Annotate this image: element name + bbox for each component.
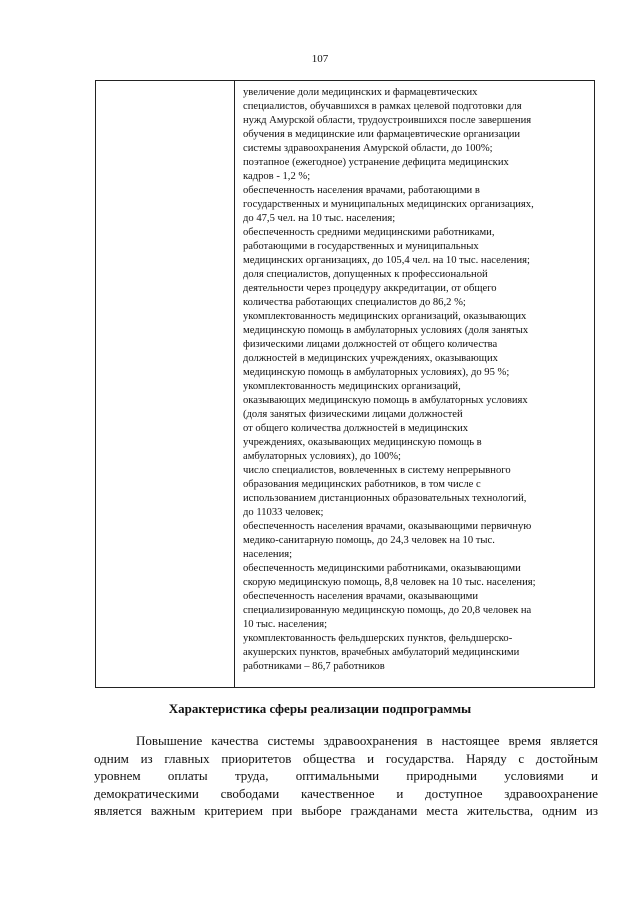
table-text-line: государственных и муниципальных медицинских организациях, — [243, 199, 534, 210]
table-text-line: поэтапное (ежегодное) устранение дефицита медицинских — [243, 157, 509, 168]
table-text-line: обучения в медицинские или фармацевтические организации — [243, 129, 521, 140]
table-text-line: до 11033 человек; — [243, 507, 324, 518]
paragraph-line: уровнем оплаты труда, оптимальными природными условиями и — [94, 768, 598, 784]
table-text-line: образования медицинских работников, в том числе с — [243, 479, 481, 490]
table-text-line: работающими в государственных и муниципальных — [243, 241, 479, 252]
table-text-line: укомплектованность медицинских организаций, — [243, 381, 461, 392]
table-text-line: использованием дистанционных образовательных технологий, — [243, 493, 527, 504]
table-text-line: до 47,5 чел. на 10 тыс. населения; — [243, 213, 396, 224]
table-text-line: число специалистов, вовлеченных в систему непрерывного — [243, 465, 511, 476]
table-text-line: медицинскую помощь в амбулаторных условиях), до 95 %; — [243, 367, 510, 378]
table-text-line: скорую медицинскую помощь, 8,8 человек на 10 тыс. населения; — [243, 577, 536, 588]
table-text-line: укомплектованность фельдшерских пунктов, фельдшерско- — [243, 633, 513, 644]
paragraph-line: является важным критерием при выборе гражданами места жительства, одним из — [94, 803, 598, 819]
table-left-cell — [96, 81, 234, 687]
table-text-line: обеспеченность медицинскими работниками, оказывающими — [243, 563, 521, 574]
table-text-line: специалистов, обучавшихся в рамках целевой подготовки для — [243, 101, 522, 112]
table-text-line: специализированную медицинскую помощь, до 20,8 человек на — [243, 605, 532, 616]
table-text-line: нужд Амурской области, трудоустроившихся после завершения — [243, 115, 532, 126]
table-text-line: деятельности через процедуру аккредитации, от общего — [243, 283, 497, 294]
table-text-line: учреждениях, оказывающих медицинскую помощь в — [243, 437, 482, 448]
table-text-line: обеспеченность населения врачами, работающими в — [243, 185, 480, 196]
section-heading: Характеристика сферы реализации подпрограммы — [168, 701, 472, 716]
page-number: 107 — [311, 53, 329, 65]
table-text-line: (доля занятых физическими лицами должностей — [243, 409, 463, 420]
table-text-line: должностей в медицинских учреждениях, оказывающих — [243, 353, 498, 364]
paragraph-line: Повышение качества системы здравоохранения в настоящее время является — [136, 733, 598, 748]
table-text-line: укомплектованность медицинских организаций, оказывающих — [243, 311, 527, 322]
table-text-line: обеспеченность средними медицинскими работниками, — [243, 227, 495, 238]
table-text-line: от общего количества должностей в медицинских — [243, 423, 469, 434]
table-text-line: амбулаторных условиях), до 100%; — [243, 451, 401, 462]
table-text-line: акушерских пунктов, врачебных амбулаторий медицинскими — [243, 647, 520, 658]
table-column-divider — [234, 81, 235, 687]
table-right-cell — [243, 86, 591, 674]
table-text-line: медицинскую помощь в амбулаторных условиях (доля занятых — [243, 325, 529, 336]
table-text-line: доля специалистов, допущенных к профессиональной — [243, 269, 488, 280]
table-text-line: обеспеченность населения врачами, оказывающими первичную — [243, 521, 532, 532]
table-text-line: 10 тыс. населения; — [243, 619, 328, 630]
indicators-table — [95, 80, 595, 688]
body-paragraph — [94, 732, 598, 820]
table-text-line: работниками – 86,7 работников — [243, 661, 385, 672]
table-text-line: медицинских организациях, до 105,4 чел. на 10 тыс. населения; — [243, 255, 530, 266]
table-text-line: медико-санитарную помощь, до 24,3 человек на 10 тыс. — [243, 535, 495, 546]
table-text-line: населения; — [243, 549, 293, 560]
table-text-line: количества работающих специалистов до 86,2 %; — [243, 297, 466, 308]
table-text-line: обеспеченность населения врачами, оказывающими — [243, 591, 479, 602]
table-text-line: системы здравоохранения Амурской области, до 100%; — [243, 143, 493, 154]
paragraph-line: демократическими свободами качественное и доступное здравоохранение — [94, 785, 598, 801]
paragraph-line: одним из главных приоритетов общества и государства. Наряду с достойным — [94, 750, 598, 766]
table-text-line: увеличение доли медицинских и фармацевтических — [243, 87, 478, 98]
table-text-line: физическими лицами должностей от общего количества — [243, 339, 498, 350]
table-text-line: кадров - 1,2 %; — [243, 171, 311, 182]
table-text-line: оказывающих медицинскую помощь в амбулаторных условиях — [243, 395, 528, 406]
